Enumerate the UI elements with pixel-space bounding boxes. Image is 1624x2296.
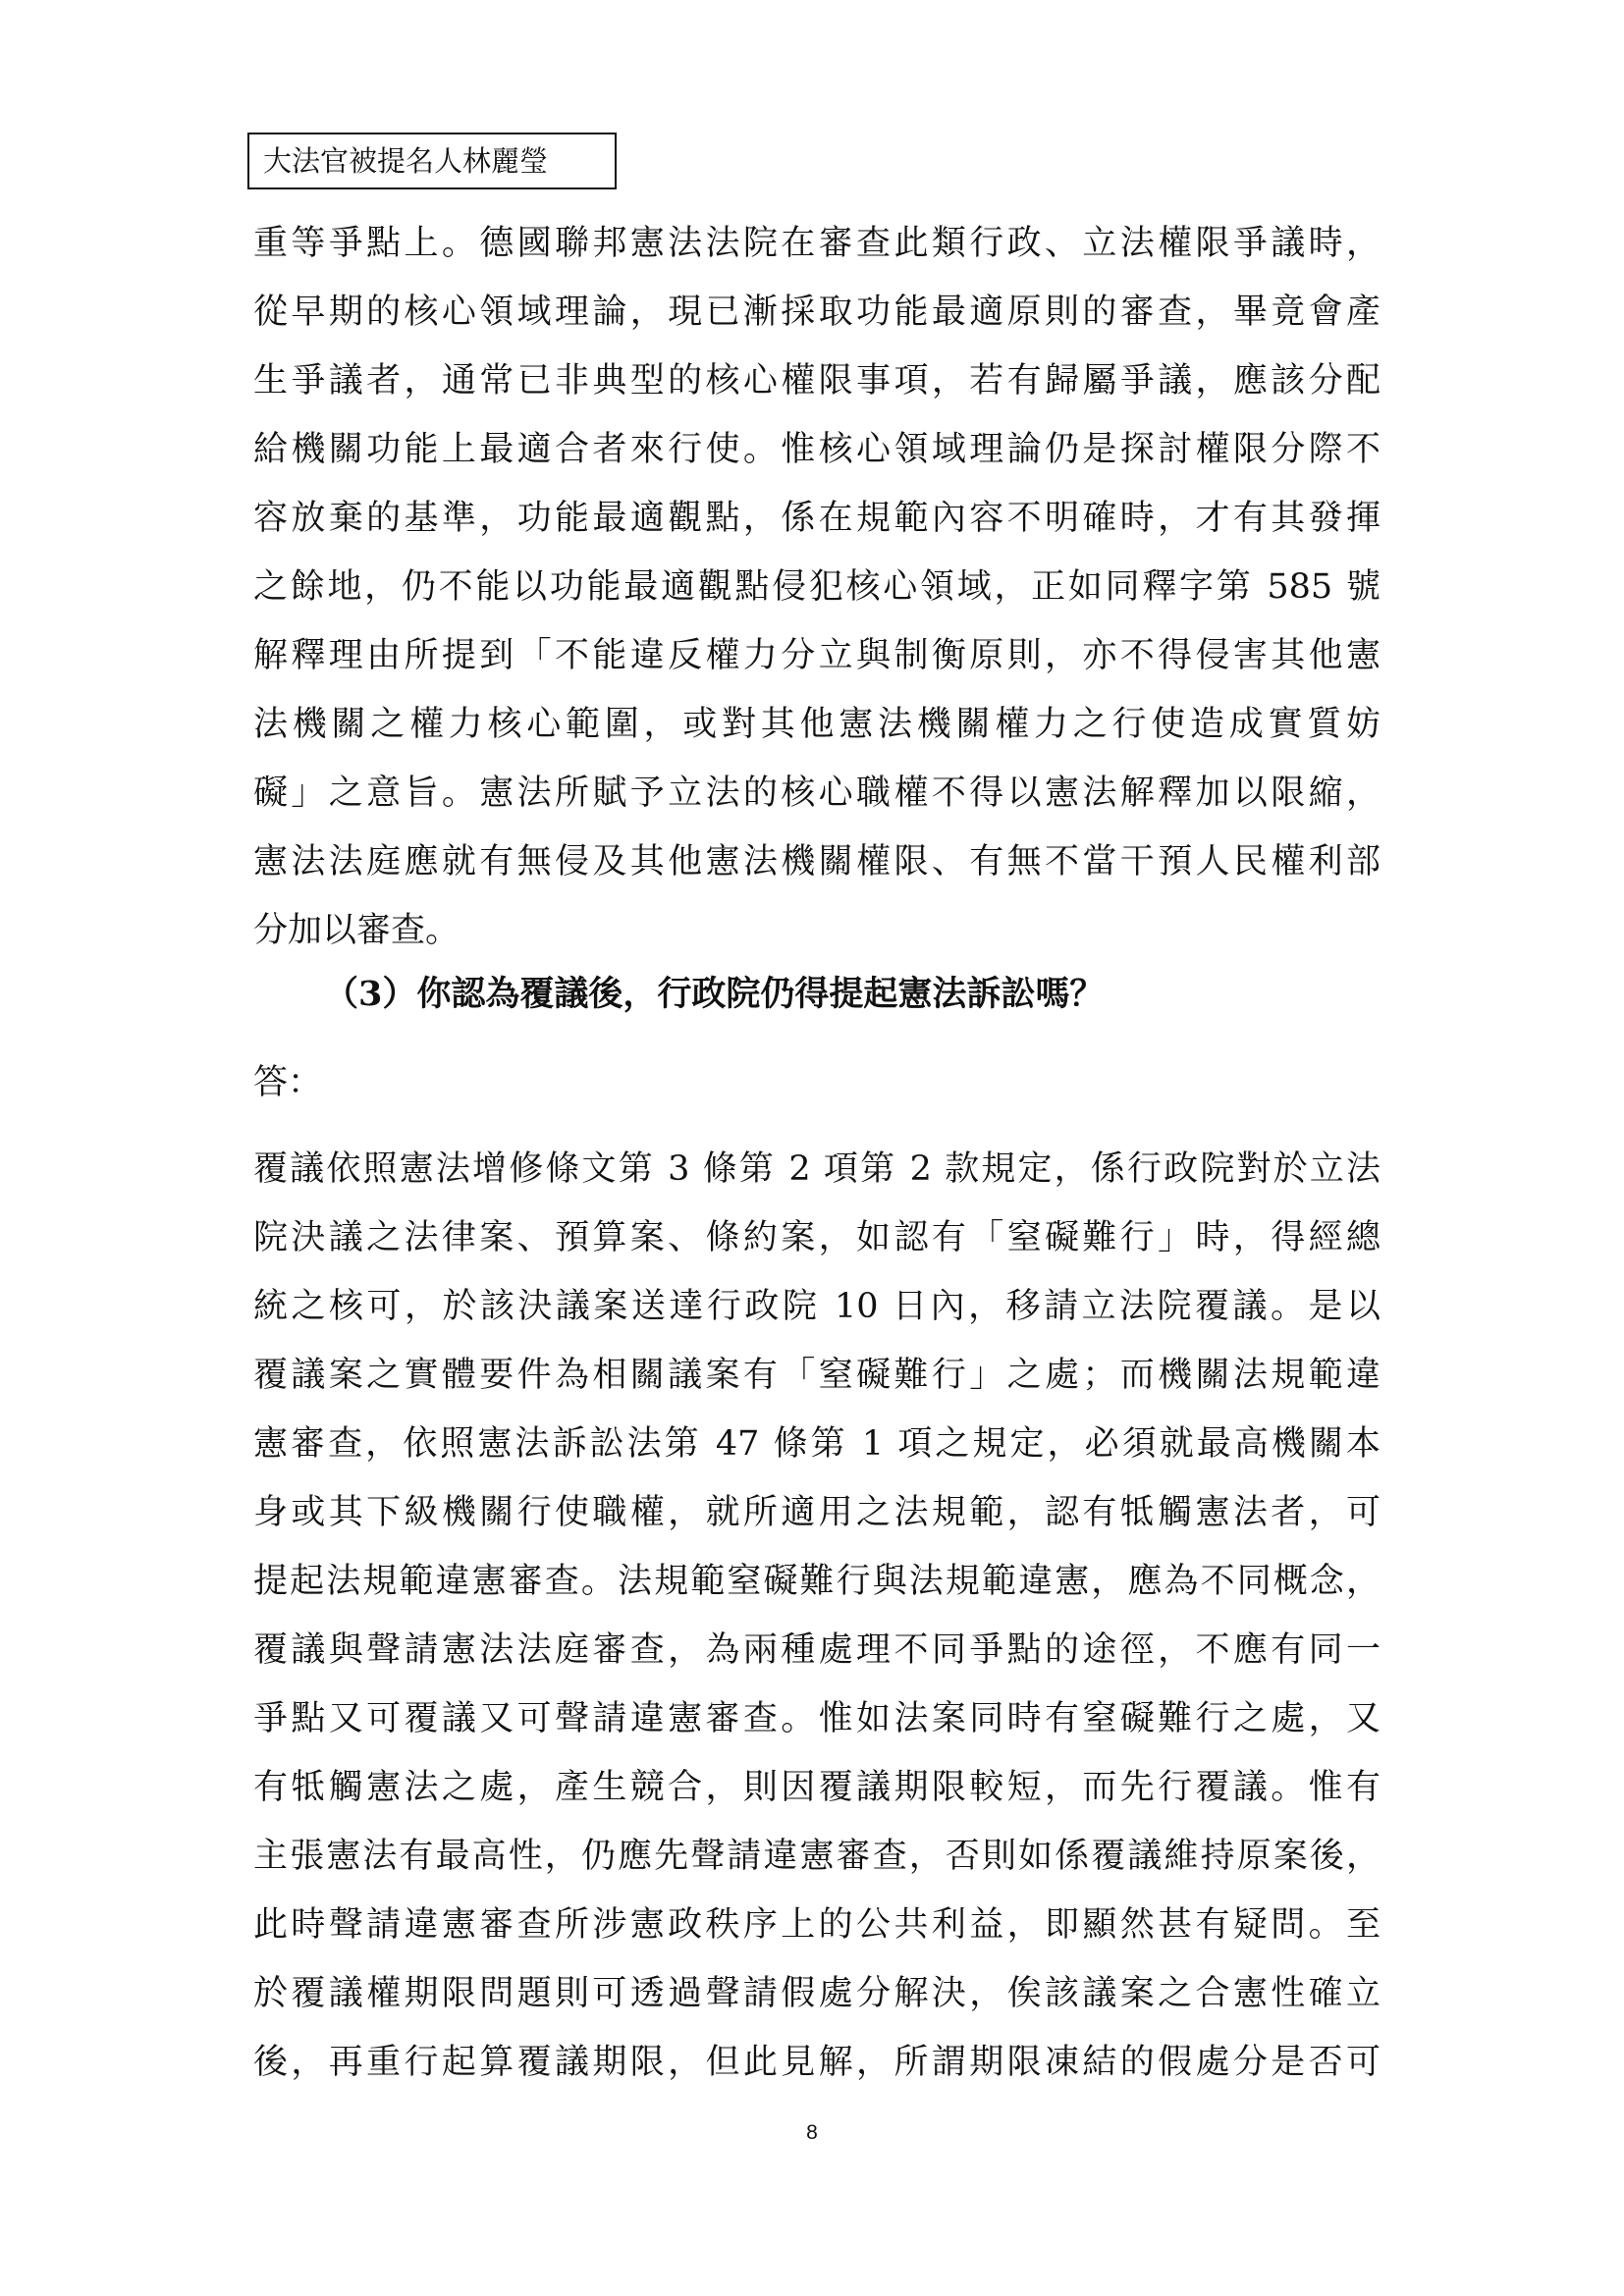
question-heading: （3）你認為覆議後，行政院仍得提起憲法訴訟嗎？ — [324, 974, 1105, 1014]
paragraph-line: 統之核可，於該決議案送達行政院 10 日內，移請立法院覆議。是以 — [253, 1287, 1380, 1326]
paragraph-line: 給機關功能上最適合者來行使。惟核心領域理論仍是探討權限分際不 — [253, 430, 1380, 469]
paragraph-line: 提起法規範違憲審查。法規範窒礙難行與法規範違憲，應為不同概念， — [253, 1562, 1380, 1601]
paragraph-line: 院決議之法律案、預算案、條約案，如認有「窒礙難行」時，得經總 — [253, 1218, 1380, 1257]
paragraph-line: 此時聲請違憲審查所涉憲政秩序上的公共利益，即顯然甚有疑問。至 — [253, 1905, 1380, 1945]
paragraph-line: 於覆議權期限問題則可透過聲請假處分解決，俟該議案之合憲性確立 — [253, 1974, 1380, 2013]
paragraph-line: 爭點又可覆議又可聲請違憲審查。惟如法案同時有窒礙難行之處，又 — [253, 1699, 1380, 1738]
paragraph-line: 覆議案之實體要件為相關議案有「窒礙難行」之處；而機關法規範違 — [253, 1356, 1380, 1395]
paragraph-line: 重等爭點上。德國聯邦憲法法院在審查此類行政、立法權限爭議時， — [253, 224, 1380, 263]
paragraph-line: 覆議與聲請憲法法庭審查，為兩種處理不同爭點的途徑，不應有同一 — [253, 1630, 1380, 1670]
paragraph-line: 後，再重行起算覆議期限，但此見解，所謂期限凍結的假處分是否可 — [253, 2043, 1380, 2082]
paragraph-line: 憲法法庭應就有無侵及其他憲法機關權限、有無不當干預人民權利部 — [253, 842, 1380, 881]
nominee-header-box — [247, 133, 617, 189]
page-number: 8 — [806, 2121, 818, 2144]
paragraph-line: 之餘地，仍不能以功能最適觀點侵犯核心領域，正如同釋字第 585 號 — [253, 567, 1380, 607]
paragraph-line: 礙」之意旨。憲法所賦予立法的核心職權不得以憲法解釋加以限縮， — [253, 774, 1380, 813]
nominee-header-label: 大法官被提名人林麗瑩 — [263, 144, 549, 178]
paragraph-reconsideration-answer — [253, 1135, 1380, 2097]
paragraph-line: 憲審查，依照憲法訴訟法第 47 條第 1 項之規定，必須就最高機關本 — [253, 1424, 1380, 1464]
paragraph-line: 身或其下級機關行使職權，就所適用之法規範，認有牴觸憲法者，可 — [253, 1493, 1380, 1532]
paragraph-line: 容放棄的基準，功能最適觀點，係在規範內容不明確時，才有其發揮 — [253, 499, 1380, 538]
paragraph-line: 主張憲法有最高性，仍應先聲請違憲審查，否則如係覆議維持原案後， — [253, 1837, 1380, 1876]
paragraph-constitutional-review — [253, 209, 1380, 965]
paragraph-line: 從早期的核心領域理論，現已漸採取功能最適原則的審查，畢竟會產 — [253, 293, 1380, 332]
answer-label: 答： — [253, 1063, 323, 1102]
paragraph-line: 分加以審查。 — [253, 911, 460, 950]
paragraph-line: 覆議依照憲法增修條文第 3 條第 2 項第 2 款規定，係行政院對於立法 — [253, 1149, 1380, 1189]
paragraph-line: 解釋理由所提到「不能違反權力分立與制衡原則，亦不得侵害其他憲 — [253, 636, 1380, 675]
paragraph-line: 法機關之權力核心範圍，或對其他憲法機關權力之行使造成實質妨 — [253, 705, 1380, 744]
paragraph-line: 生爭議者，通常已非典型的核心權限事項，若有歸屬爭議，應該分配 — [253, 361, 1380, 400]
paragraph-line: 有牴觸憲法之處，產生競合，則因覆議期限較短，而先行覆議。惟有 — [253, 1768, 1380, 1807]
